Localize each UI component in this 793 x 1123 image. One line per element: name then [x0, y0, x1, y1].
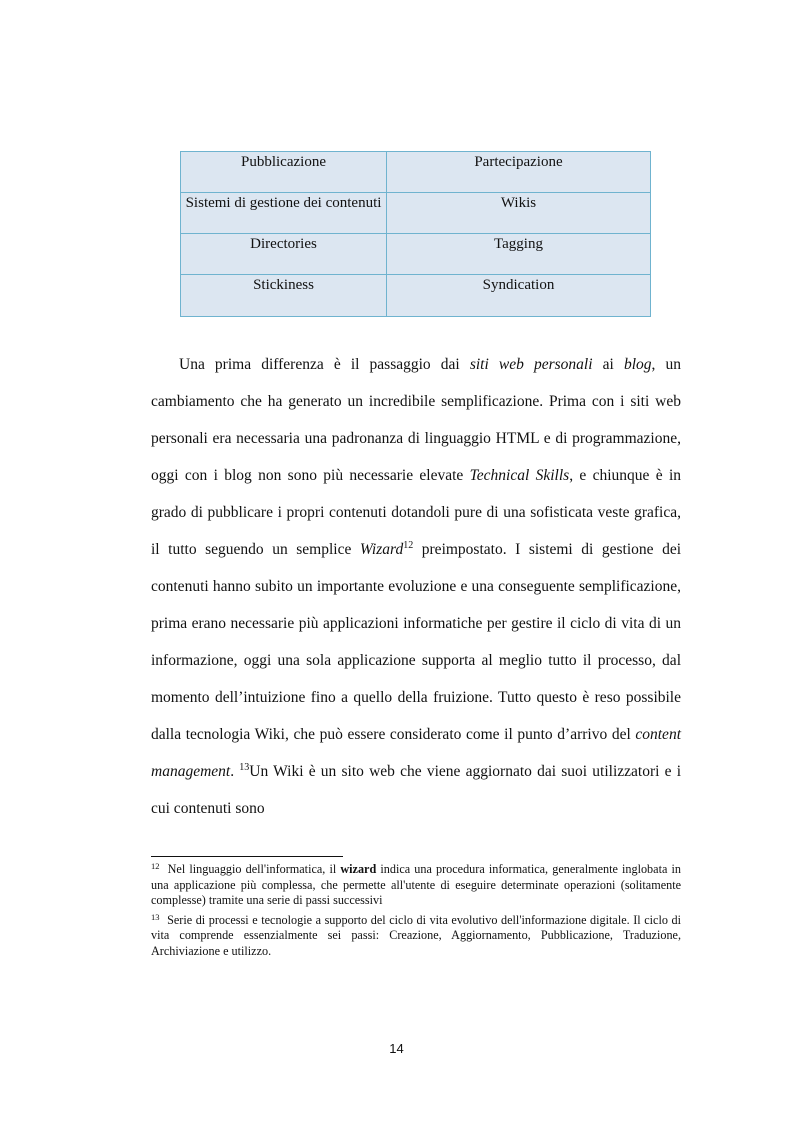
table-cell: Tagging: [387, 234, 651, 275]
table-cell: Directories: [181, 234, 387, 275]
footnote-text: Nel linguaggio dell'informatica, il: [163, 862, 341, 876]
table-cell: Wikis: [387, 193, 651, 234]
italic-term: content management: [151, 726, 681, 780]
footnote-number: 12: [151, 861, 160, 871]
table-cell: Sistemi di gestione dei contenuti: [181, 193, 387, 234]
table-cell: Partecipazione: [387, 152, 651, 193]
footnotes: [151, 862, 681, 963]
text-run: .: [230, 763, 240, 780]
footnote-13: [151, 913, 681, 960]
text-run: , e chiunque è in grado di pubblicare i propri contenuti dotandoli pure di una sofisticata veste grafica, il tutto seguendo un semplice: [151, 467, 681, 558]
footnote-text: Serie di processi e tecnologie a supporto del ciclo di vita evolutivo dell'informazione digitale. Il ciclo di vita comprende essenzialmente sei passi: Creazione, Aggiornamento, Pubblicazione, Traduzione, Archiviazione e utilizzo.: [151, 912, 681, 958]
table-row: [181, 275, 651, 317]
italic-term: blog: [623, 356, 652, 373]
footnote-number: 13: [151, 911, 160, 922]
footnote-ref: 12: [403, 540, 414, 551]
italic-term: Wizard: [359, 541, 404, 558]
table-row: [181, 152, 651, 193]
text-run: Una prima differenza è il passaggio dai: [179, 356, 470, 373]
footnote-ref: 13: [239, 762, 250, 773]
text-run: , un cambiamento che ha generato un incredibile semplificazione. Prima con i siti web personali era necessaria una padronanza di linguaggio HTML e di programmazione, oggi con i blog non sono più necessarie elevate: [151, 356, 681, 484]
text-run: preimpostato. I sistemi di gestione dei contenuti hanno subito un importante evoluzione e una conseguente semplificazione, prima erano necessarie più applicazioni informatiche per gestire il ciclo di vita di un informazione, oggi una sola applicazione supporta al meglio tutto il processo, dal momento dell’intuizione fino a quello della fruizione. Tutto questo è reso possibile dalla tecnologia Wiki, che può essere considerato come il punto d’arrivo del: [151, 541, 682, 743]
table-cell: Stickiness: [181, 275, 387, 317]
page-number: 14: [389, 1041, 404, 1056]
footnote-separator: [151, 856, 343, 857]
table-row: [181, 234, 651, 275]
table-cell: Syndication: [387, 275, 651, 317]
footnote-12: [151, 862, 681, 909]
footnote-bold-term: wizard: [340, 862, 377, 876]
footnote-text: indica una procedura informatica, generalmente inglobata in una applicazione più complessa, che permette all'utente di eseguire determinate operazioni (solitamente complesse) tramite una serie di passi successivi: [151, 862, 681, 907]
comparison-table: [180, 151, 651, 317]
text-run: Un Wiki è un sito web che viene aggiornato dai suoi utilizzatori e i cui contenuti sono: [151, 763, 681, 817]
italic-term: siti web personali: [469, 356, 593, 373]
italic-term: Technical Skills: [469, 467, 570, 484]
text-run: ai: [592, 356, 624, 373]
table-row: [181, 193, 651, 234]
table-cell: Pubblicazione: [181, 152, 387, 193]
body-paragraph: [151, 346, 681, 827]
